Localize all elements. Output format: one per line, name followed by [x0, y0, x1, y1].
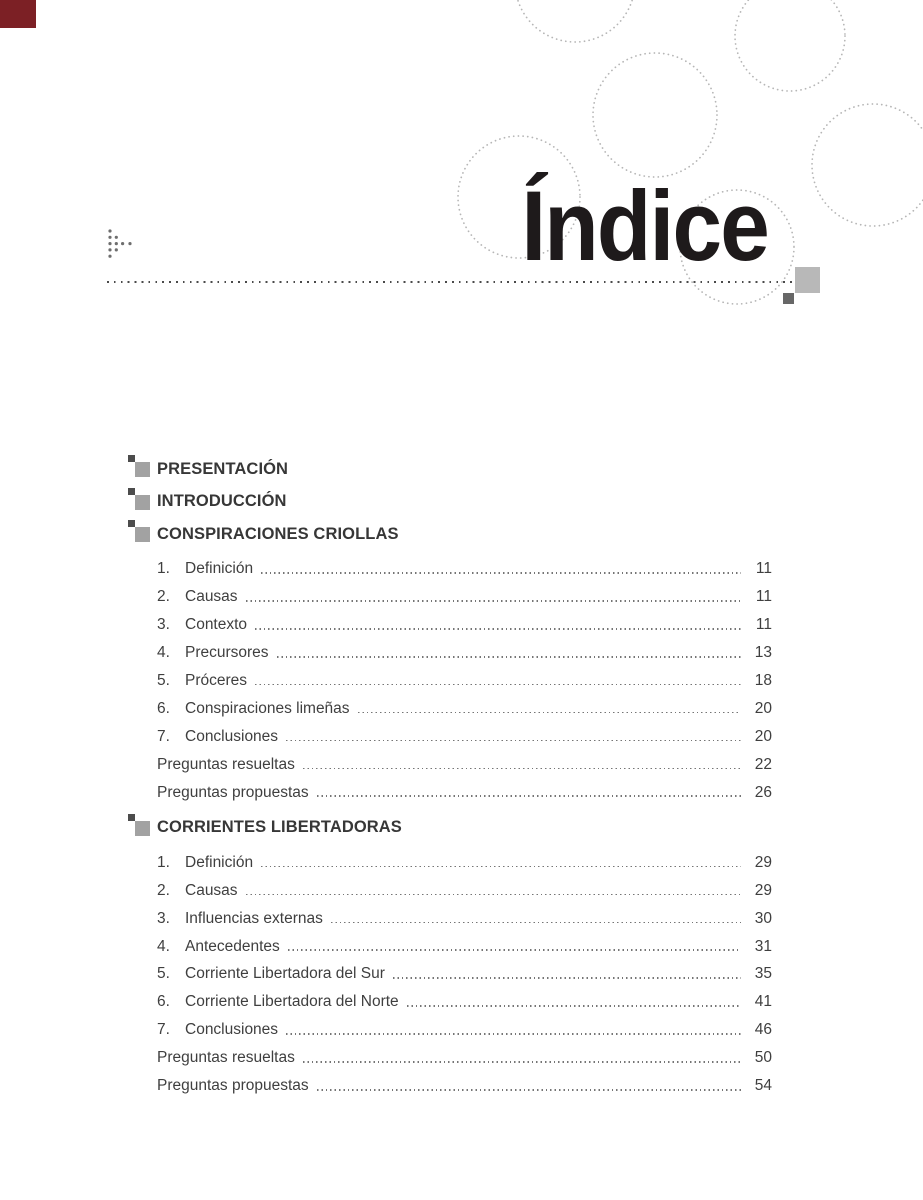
- entry-page: 22: [754, 755, 772, 773]
- entry-number: 6.: [157, 699, 170, 717]
- toc-section: [128, 453, 772, 486]
- dot-leader: [246, 894, 741, 896]
- dotted-circle-icon: [812, 104, 923, 226]
- entry-number: 2.: [157, 881, 170, 899]
- toc-entry: [128, 662, 772, 690]
- dot-leader: [358, 712, 741, 714]
- entry-number: 6.: [157, 993, 170, 1011]
- section-header: [128, 812, 772, 845]
- bullet-light-square: [135, 495, 150, 510]
- section-title: PRESENTACIÓN: [157, 459, 289, 478]
- dotted-circle-icon: [593, 53, 717, 177]
- square-bullet-icon: [128, 814, 150, 836]
- entry-label: Antecedentes: [185, 937, 280, 955]
- dotted-circle-icon: [515, 0, 635, 42]
- bullet-dark-square: [128, 814, 135, 821]
- dot-leader: [277, 656, 741, 658]
- toc-entry: [128, 578, 772, 606]
- entry-number: 4.: [157, 937, 170, 955]
- entry-page: 26: [754, 783, 772, 801]
- dot-leader: [393, 977, 741, 979]
- toc-entry: [128, 606, 772, 634]
- entry-number: 3.: [157, 616, 170, 634]
- entry-page: 29: [754, 881, 772, 899]
- entry-label: Definición: [185, 560, 254, 578]
- toc-entry: [128, 718, 772, 746]
- entry-page: 11: [755, 588, 772, 606]
- dot-leader: [261, 866, 741, 868]
- dot-leader: [246, 600, 741, 602]
- entry-label: Causas: [185, 588, 238, 606]
- entry-label: Precursores: [185, 644, 269, 662]
- entry-page: 11: [755, 616, 772, 634]
- dot-leader: [317, 795, 741, 797]
- entry-number: 7.: [157, 727, 170, 745]
- toc-entry: [128, 690, 772, 718]
- entry-label: Corriente Libertadora del Sur: [185, 965, 385, 983]
- entry-label: Definición: [185, 853, 254, 871]
- entry-label: Influencias externas: [185, 909, 323, 927]
- bullet-light-square: [135, 462, 150, 477]
- toc-entry: [128, 900, 772, 928]
- toc-entry: [128, 1039, 772, 1067]
- entry-number: 7.: [157, 1021, 170, 1039]
- toc-entry: [128, 983, 772, 1011]
- entry-page: 20: [754, 699, 772, 717]
- rule-end-square-light: [795, 267, 820, 293]
- entry-page: 50: [754, 1049, 772, 1067]
- bullet-light-square: [135, 527, 150, 542]
- entry-label: Conclusiones: [185, 727, 279, 745]
- entry-page: 31: [754, 937, 772, 955]
- entry-number: 1.: [157, 853, 170, 871]
- entry-number: 2.: [157, 588, 170, 606]
- section-header: [128, 486, 772, 519]
- toc-entry: [128, 1011, 772, 1039]
- entry-page: 35: [754, 965, 772, 983]
- toc-entry: [128, 746, 772, 774]
- square-bullet-icon: [128, 488, 150, 510]
- entry-label: Contexto: [185, 616, 248, 634]
- toc-entry: [128, 1067, 772, 1095]
- entry-page: 18: [754, 671, 772, 689]
- entry-number: 4.: [157, 644, 170, 662]
- entry-label: Corriente Libertadora del Norte: [185, 993, 399, 1011]
- entry-label: Próceres: [185, 671, 248, 689]
- entry-page: 30: [754, 909, 772, 927]
- entry-label: Preguntas resueltas: [157, 755, 295, 773]
- rule-end-square-dark: [783, 293, 794, 304]
- dot-leader: [288, 949, 741, 951]
- toc-entry: [128, 551, 772, 579]
- entry-label: Causas: [185, 881, 238, 899]
- entry-page: 46: [754, 1021, 772, 1039]
- dotted-rule: [107, 281, 794, 283]
- entry-number: 5.: [157, 965, 170, 983]
- section-header: [128, 453, 772, 486]
- toc-entry: [128, 844, 772, 872]
- dot-leader: [303, 1061, 741, 1063]
- bullet-dark-square: [128, 455, 135, 462]
- entry-label: Conspiraciones limeñas: [185, 699, 350, 717]
- entry-page: 11: [755, 560, 772, 578]
- section-title: CORRIENTES LIBERTADORAS: [157, 818, 402, 837]
- toc-entry: [128, 872, 772, 900]
- toc-entry: [128, 928, 772, 956]
- toc-section: [128, 518, 772, 802]
- toc-entry: [128, 774, 772, 802]
- section-title: CONSPIRACIONES CRIOLLAS: [157, 524, 399, 543]
- entry-label: Preguntas resueltas: [157, 1049, 295, 1067]
- dotted-circle-icon: [735, 0, 845, 91]
- entry-number: 5.: [157, 671, 170, 689]
- entry-page: 29: [754, 853, 772, 871]
- section-header: [128, 518, 772, 551]
- dot-leader: [331, 922, 741, 924]
- dot-leader: [286, 1033, 741, 1035]
- dot-cluster-icon: [104, 227, 144, 267]
- dot-leader: [286, 740, 741, 742]
- dot-leader: [255, 628, 741, 630]
- toc-section: [128, 812, 772, 1096]
- page-title: Índice: [521, 170, 768, 281]
- dot-leader: [317, 1089, 741, 1091]
- dot-leader: [407, 1005, 741, 1007]
- toc-entry: [128, 634, 772, 662]
- toc-entry: [128, 956, 772, 984]
- entry-number: 3.: [157, 909, 170, 927]
- square-bullet-icon: [128, 455, 150, 477]
- entry-label: Preguntas propuestas: [157, 783, 309, 801]
- table-of-contents: [128, 453, 772, 1095]
- entry-page: 41: [754, 993, 772, 1011]
- entry-number: 1.: [157, 560, 170, 578]
- section-title: INTRODUCCIÓN: [157, 492, 287, 511]
- dot-leader: [303, 768, 741, 770]
- dotted-circles-decor: [0, 0, 923, 340]
- entry-page: 13: [754, 644, 772, 662]
- entry-page: 54: [754, 1077, 772, 1095]
- entry-page: 20: [754, 727, 772, 745]
- bullet-dark-square: [128, 488, 135, 495]
- entry-label: Conclusiones: [185, 1021, 279, 1039]
- dot-leader: [255, 684, 741, 686]
- bullet-light-square: [135, 821, 150, 836]
- square-bullet-icon: [128, 520, 150, 542]
- bullet-dark-square: [128, 520, 135, 527]
- dot-leader: [261, 572, 741, 574]
- toc-section: [128, 486, 772, 519]
- entry-label: Preguntas propuestas: [157, 1077, 309, 1095]
